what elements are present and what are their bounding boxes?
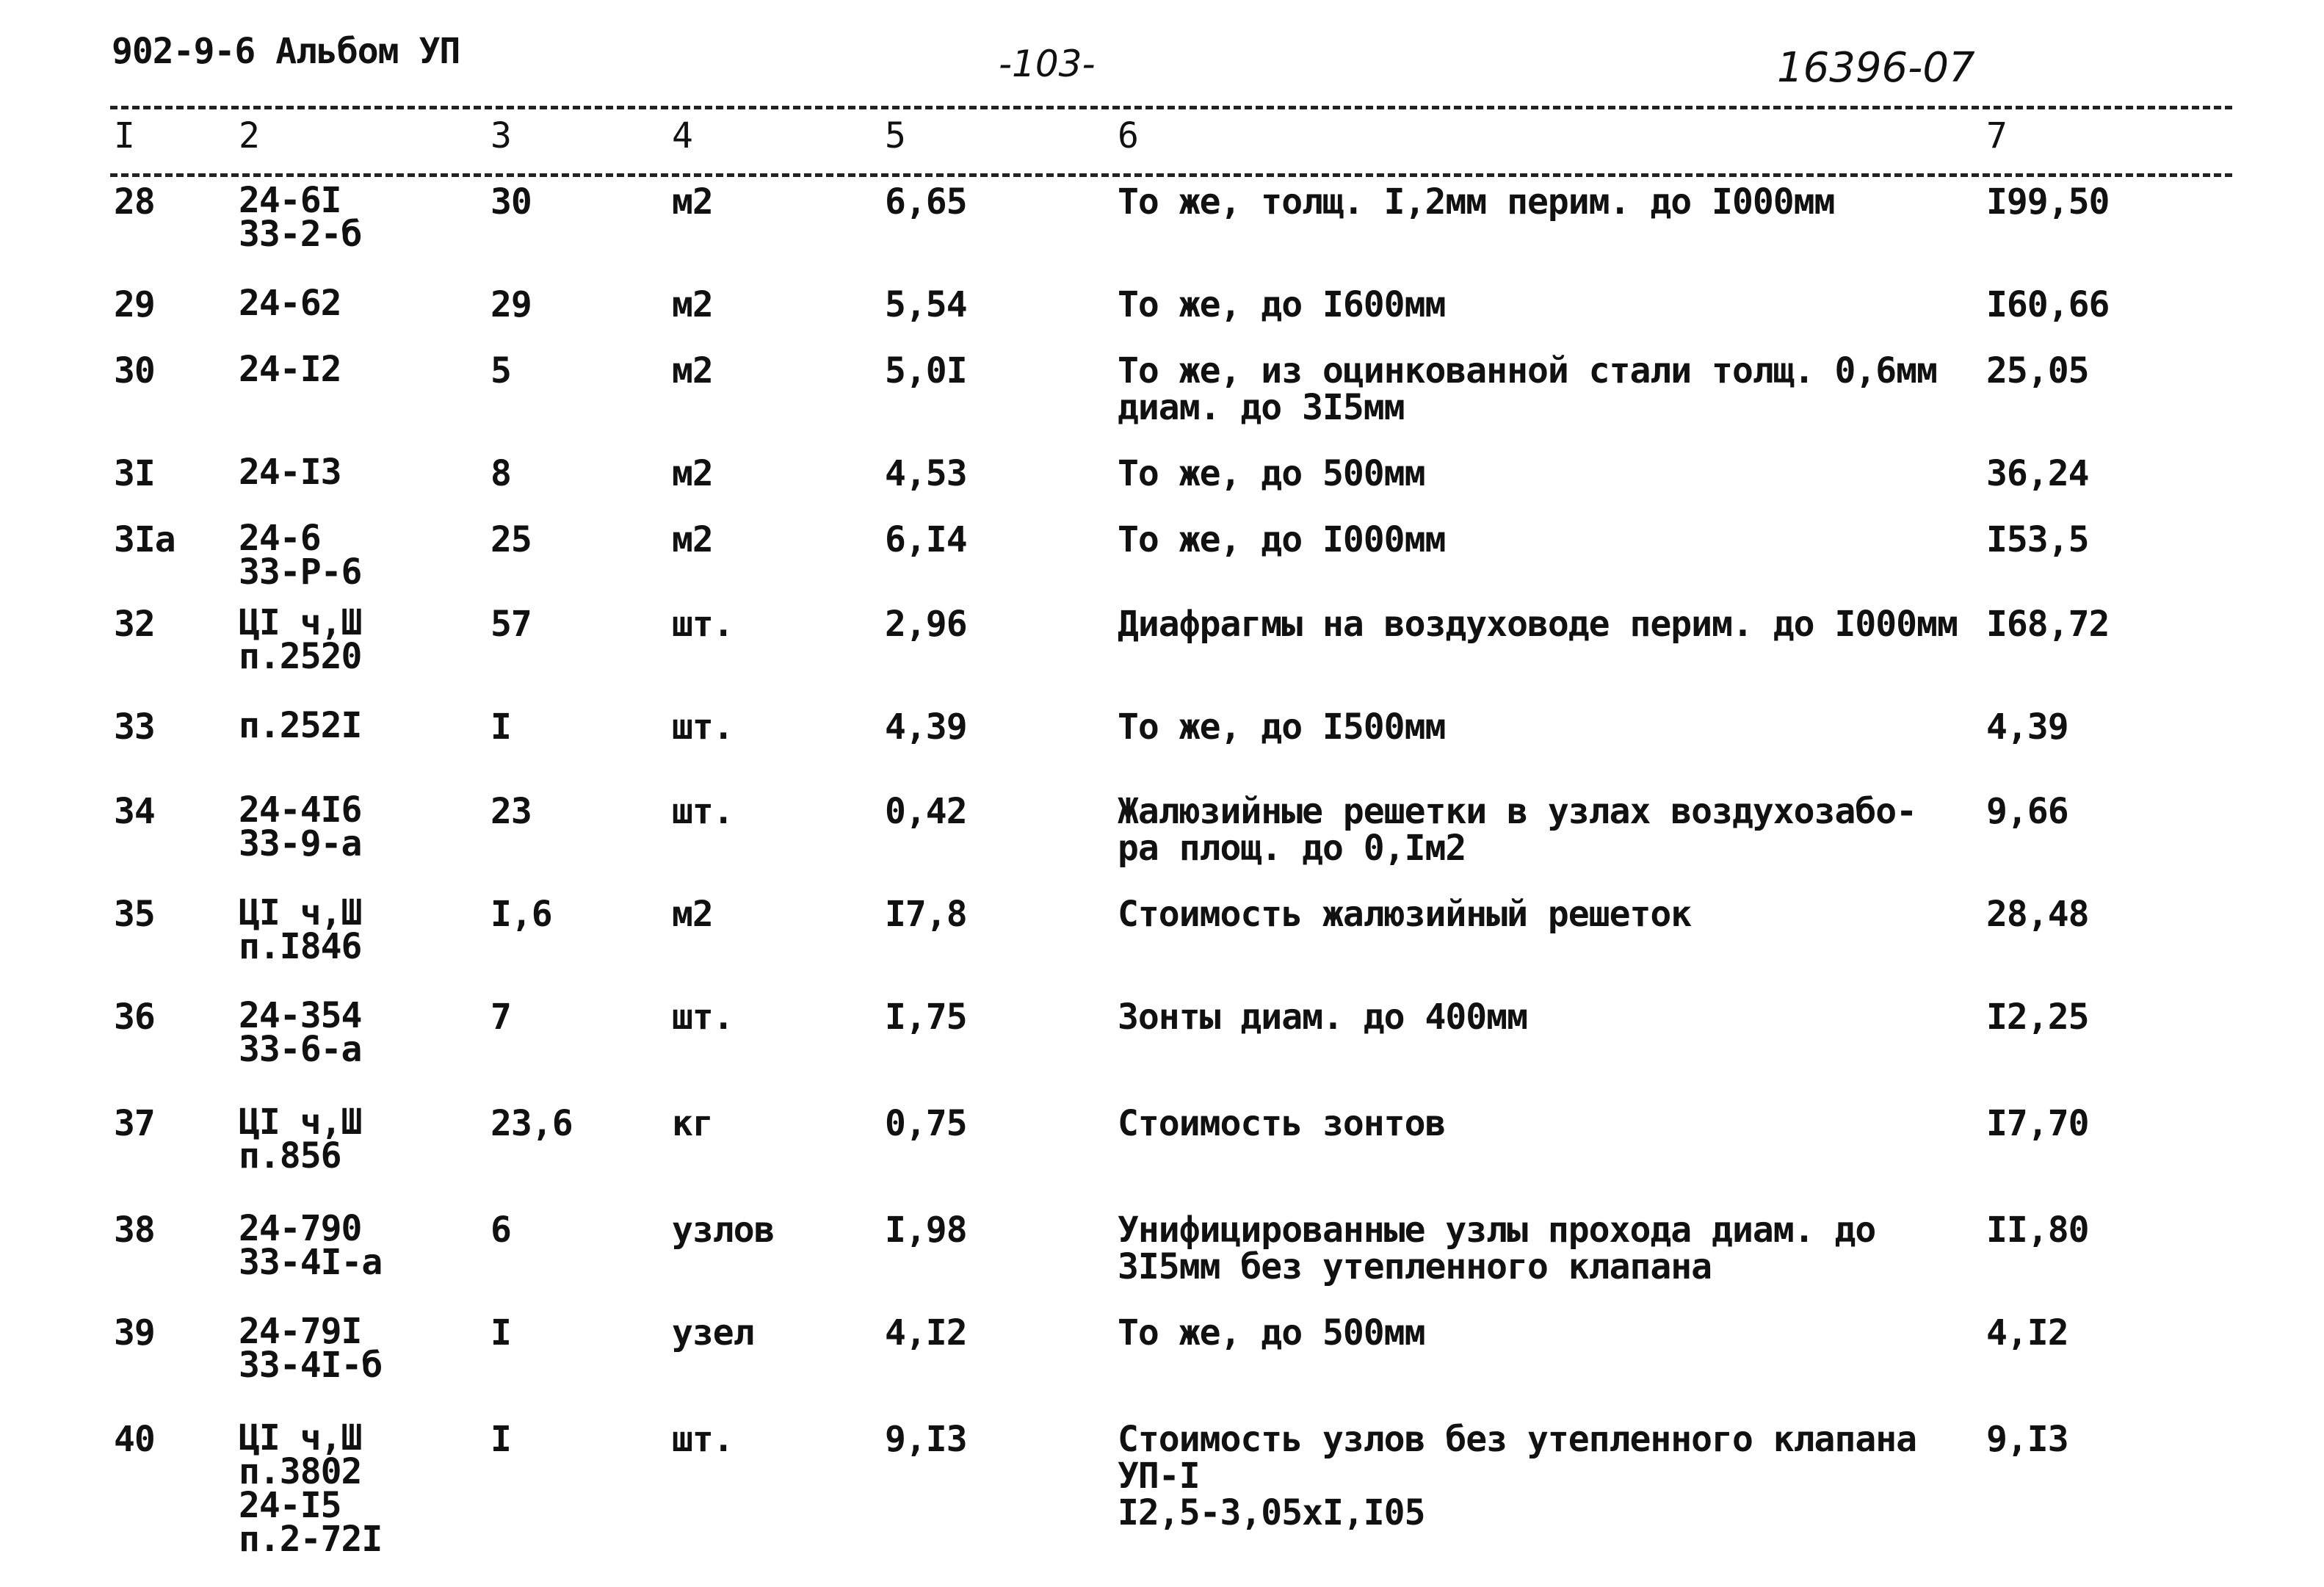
cell-col-1: 3I [114,453,155,494]
cell-line: Унифицированные узлы прохода диам. до [1118,1210,1876,1251]
cell-col-2 [239,892,362,967]
cell-line: То же, до 500мм [1118,453,1425,494]
cell-col-6 [1118,1212,1875,1285]
cell-col-5: 4,53 [885,453,967,494]
cell-line: ЦI ч,Ш [239,892,362,933]
cell-line: Диафрагмы на воздуховоде перим. до I000мм [1118,604,1958,645]
cell-col-4: шт. [672,791,734,832]
column-header: 3 [490,115,511,156]
cell-col-4: м2 [672,284,713,325]
cell-line: 24-I5 [239,1485,341,1526]
cell-col-4: кг [672,1103,713,1144]
cell-line: диам. до 3I5мм [1118,387,1405,428]
cell-col-2 [239,283,341,324]
column-header: 2 [239,115,259,156]
cell-col-3: I,6 [490,894,552,935]
cell-col-2 [239,180,362,255]
cell-col-3: 30 [490,181,532,223]
cell-line: 3I5мм без утепленного клапана [1118,1246,1712,1287]
album-header: 902-9-6 Альбом УП [112,31,460,72]
cell-col-5: 0,75 [885,1103,967,1144]
cell-col-1: 39 [114,1312,155,1353]
cell-line: 24-79I [239,1311,362,1352]
cell-col-4: м2 [672,453,713,494]
cell-col-7: 36,24 [1986,453,2089,494]
cell-line: 33-6-а [239,1029,362,1070]
cell-col-5: 6,65 [885,181,967,223]
cell-col-5: I,98 [885,1210,967,1251]
cell-line: п.2-72I [239,1519,383,1560]
cell-line: Стоимость жалюзийный решеток [1118,894,1692,935]
cell-col-4: м2 [672,894,713,935]
cell-col-5: 5,54 [885,284,967,325]
cell-line: ЦI ч,Ш [239,1102,362,1143]
cell-col-1: 40 [114,1419,155,1460]
column-header: 7 [1986,115,2007,156]
cell-col-2 [239,452,341,493]
cell-col-7: I53,5 [1986,519,2089,560]
cell-col-7: I60,66 [1986,284,2110,325]
cell-col-3: 23 [490,791,532,832]
cell-line: ра площ. до 0,Iм2 [1118,828,1466,869]
cell-col-7: 4,39 [1986,706,2068,748]
cell-line: 33-Р-6 [239,552,362,593]
cell-col-6 [1118,350,1937,428]
cell-line: Жалюзийные решетки в узлах воздухозабо- [1118,791,1917,832]
cell-col-3: 8 [490,453,511,494]
cell-line: п.I846 [239,926,362,967]
cell-col-1: 28 [114,181,155,223]
cell-col-6 [1118,1105,1445,1142]
cell-col-4: узел [672,1312,754,1353]
cell-col-7: 4,I2 [1986,1312,2068,1353]
cell-line: 33-9-а [239,823,362,864]
cell-col-6 [1118,455,1425,492]
cell-col-5: 4,I2 [885,1312,967,1353]
cell-col-6 [1118,997,1527,1038]
cell-col-4: узлов [672,1210,775,1251]
cell-col-1: 37 [114,1103,155,1144]
header-rule-bottom [110,173,2232,177]
cell-col-1: 33 [114,706,155,748]
cell-col-2 [239,602,362,677]
cell-col-2 [239,1208,383,1283]
cell-line: 24-354 [239,995,362,1036]
cell-line: Стоимость узлов без утепленного клапана [1118,1419,1917,1460]
cell-col-7: I2,25 [1986,997,2089,1038]
cell-line: 24-6I [239,180,341,221]
cell-col-5: 6,I4 [885,519,967,560]
cell-line: п.3802 [239,1451,362,1492]
cell-col-2 [239,518,362,593]
cell-col-4: м2 [672,519,713,560]
header-rule-top [110,106,2232,109]
cell-col-2 [239,1102,362,1176]
cell-col-2 [239,705,362,746]
cell-col-7: II,80 [1986,1210,2089,1251]
cell-col-1: 30 [114,350,155,391]
cell-col-5: 4,39 [885,706,967,748]
cell-line: То же, из оцинкованной стали толщ. 0,6мм [1118,350,1937,391]
cell-col-6 [1118,181,1835,223]
cell-col-7: I7,70 [1986,1103,2089,1144]
cell-col-6 [1118,706,1446,748]
cell-line: 33-4I-а [239,1242,383,1283]
cell-line: I2,5-3,05хI,I05 [1118,1492,1425,1533]
page-number: -103- [999,43,1096,85]
cell-col-5: I7,8 [885,894,967,935]
cell-line: 33-4I-б [239,1345,383,1386]
cell-col-4: м2 [672,350,713,391]
cell-col-1: 29 [114,284,155,325]
column-header: 4 [672,115,692,156]
cell-line: 24-790 [239,1208,362,1249]
cell-col-6 [1118,286,1445,323]
cell-line: п.856 [239,1135,341,1176]
cell-line: То же, до I000мм [1118,519,1446,560]
cell-col-5: 0,42 [885,791,967,832]
cell-col-7: I99,50 [1986,181,2110,223]
cell-col-5: 5,0I [885,350,967,391]
cell-col-3: 6 [490,1210,511,1251]
cell-col-1: 34 [114,791,155,832]
cell-line: То же, толщ. I,2мм перим. до I000мм [1118,181,1835,223]
cell-col-5: 9,I3 [885,1419,967,1460]
cell-col-3: 23,6 [490,1103,573,1144]
cell-col-6 [1118,521,1445,558]
cell-col-6 [1118,1421,1916,1531]
cell-col-1: 36 [114,997,155,1038]
cell-col-4: шт. [672,706,734,748]
cell-col-2 [239,1311,383,1386]
cell-line: То же, до 500мм [1118,1312,1425,1353]
cell-col-1: 35 [114,894,155,935]
document-code: 16396-07 [1777,44,1975,92]
column-header: 5 [885,115,905,156]
cell-col-7: I68,72 [1986,604,2110,645]
cell-line: 24-62 [239,283,341,324]
cell-col-3: I [490,1312,511,1353]
column-header: 6 [1118,115,1138,156]
cell-col-4: шт. [672,604,734,645]
cell-col-5: 2,96 [885,604,967,645]
cell-col-3: 29 [490,284,532,325]
cell-col-3: 5 [490,350,511,391]
cell-col-4: шт. [672,1419,734,1460]
cell-col-2 [239,995,362,1070]
cell-line: п.2520 [239,636,362,677]
cell-col-4: м2 [672,181,713,223]
cell-line: п.252I [239,705,362,746]
cell-line: ЦI ч,Ш [239,1417,362,1458]
cell-line: УП-I [1118,1456,1200,1497]
cell-col-3: I [490,706,511,748]
cell-col-1: 32 [114,604,155,645]
cell-col-1: 38 [114,1210,155,1251]
cell-col-7: 9,I3 [1986,1419,2068,1460]
cell-col-5: I,75 [885,997,967,1038]
cell-col-3: 25 [490,519,532,560]
cell-col-7: 25,05 [1986,350,2089,391]
cell-col-1: 3Iа [114,519,175,560]
cell-line: 24-I3 [239,452,341,493]
cell-line: ЦI ч,Ш [239,602,362,643]
cell-col-2 [239,1417,383,1560]
cell-line: Стоимость зонтов [1118,1103,1446,1144]
cell-col-3: 7 [490,997,511,1038]
cell-line: 24-6 [239,518,321,559]
cell-col-7: 9,66 [1986,791,2068,832]
cell-line: 33-2-б [239,214,362,255]
cell-col-6 [1118,606,1958,643]
cell-line: То же, до I600мм [1118,284,1446,325]
cell-col-2 [239,789,362,864]
cell-line: То же, до I500мм [1118,706,1446,748]
cell-col-6 [1118,896,1691,933]
cell-col-2 [239,349,341,390]
column-header: I [114,115,134,156]
cell-line: 24-I2 [239,349,341,390]
cell-col-3: 57 [490,604,532,645]
cell-col-3: I [490,1419,511,1460]
cell-line: Зонты диам. до 400мм [1118,997,1527,1038]
cell-col-7: 28,48 [1986,894,2089,935]
cell-col-6 [1118,793,1916,867]
cell-col-4: шт. [672,997,734,1038]
cell-col-6 [1118,1312,1425,1353]
cell-line: 24-4I6 [239,789,362,831]
